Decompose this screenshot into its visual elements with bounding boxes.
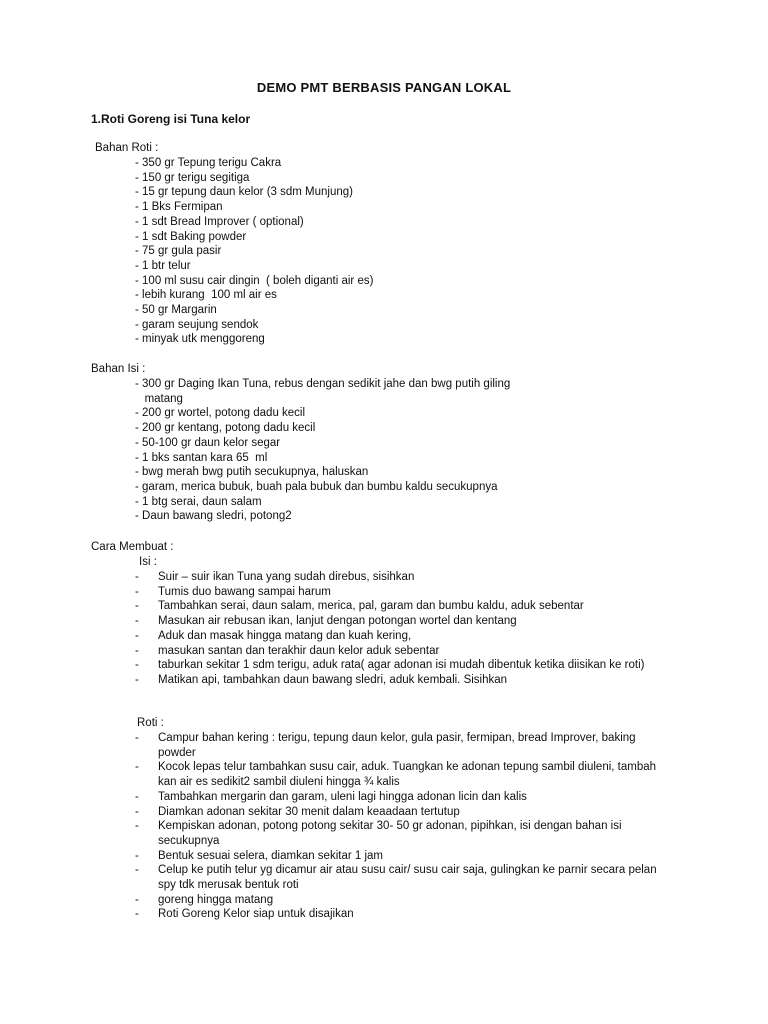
dash-bullet-icon: - — [135, 615, 139, 628]
step-text: Diamkan adonan sekitar 30 menit dalam keaadaan tertutup — [158, 805, 460, 818]
dash-bullet-icon: - — [135, 893, 139, 906]
ingredient-item: - bwg merah bwg putih secukupnya, haluskan — [135, 466, 369, 479]
bahan-roti-label: Bahan Roti : — [95, 142, 159, 154]
step-text: Aduk dan masak hingga matang dan kuah kering, — [158, 629, 412, 642]
step-text: Bentuk sesuai selera, diamkan sekitar 1 jam — [158, 849, 383, 862]
bahan-roti-list — [135, 156, 373, 347]
step-item — [135, 644, 675, 659]
dash-bullet-icon: - — [135, 673, 139, 686]
dash-bullet-icon: - — [135, 732, 139, 744]
ingredient-item: - 75 gr gula pasir — [135, 245, 222, 258]
step-item — [135, 760, 675, 789]
dash-bullet-icon: - — [135, 659, 139, 672]
document-title: DEMO PMT BERBASIS PANGAN LOKAL — [256, 80, 512, 95]
step-item — [135, 731, 675, 760]
dash-bullet-icon: - — [135, 805, 139, 818]
step-item — [135, 805, 675, 820]
step-text: masukan santan dan terakhir daun kelor aduk sebentar — [158, 644, 440, 657]
ingredient-item: - 200 gr wortel, potong dadu kecil — [135, 407, 306, 420]
ingredient-item: - minyak utk menggoreng — [135, 333, 265, 346]
step-item — [135, 629, 675, 644]
dash-bullet-icon: - — [135, 600, 139, 613]
cara-membuat-label: Cara Membuat : — [91, 541, 174, 553]
ingredient-item: - 1 bks santan kara 65 ml — [135, 451, 268, 464]
step-item — [135, 570, 675, 585]
dash-bullet-icon: - — [135, 790, 139, 803]
ingredient-item: - lebih kurang 100 ml air es — [135, 289, 277, 302]
recipe-title: 1.Roti Goreng isi Tuna kelor — [91, 112, 251, 126]
step-item — [135, 585, 675, 600]
step-item — [135, 849, 675, 864]
dash-bullet-icon: - — [135, 571, 139, 583]
ingredient-item: - 1 sdt Baking powder — [135, 230, 247, 243]
step-item — [135, 599, 675, 614]
ingredient-item: - 15 gr tepung daun kelor (3 sdm Munjung) — [135, 186, 353, 199]
roti-steps-list — [135, 731, 675, 922]
dash-bullet-icon: - — [135, 629, 139, 642]
ingredient-item: - 1 btg serai, daun salam — [135, 495, 262, 508]
isi-steps-label: Isi : — [139, 556, 157, 568]
bahan-isi-label: Bahan Isi : — [91, 363, 146, 375]
step-text: Kocok lepas telur tambahkan susu cair, aduk. Tuangkan ke adonan tepung sambil diuleni, tambah kan air es sedikit2 sambil diuleni hingga ¾ kalis — [158, 761, 657, 789]
step-item — [135, 614, 675, 629]
step-item — [135, 658, 675, 673]
ingredient-item: - Daun bawang sledri, potong2 — [135, 510, 292, 523]
step-text: taburkan sekitar 1 sdm terigu, aduk rata( agar adonan isi mudah dibentuk ketika diisikan ke roti) — [158, 659, 645, 672]
ingredient-item: - 1 btr telur — [135, 259, 191, 272]
dash-bullet-icon: - — [135, 820, 139, 833]
ingredient-item: - 300 gr Daging Ikan Tuna, rebus dengan sedikit jahe dan bwg putih giling — [135, 378, 511, 390]
dash-bullet-icon: - — [135, 908, 139, 921]
step-text: Kempiskan adonan, potong potong sekitar 30- 50 gr adonan, pipihkan, isi dengan bahan isi secukupnya — [158, 820, 622, 847]
roti-steps-label: Roti : — [137, 717, 164, 729]
step-text: Campur bahan kering : terigu, tepung daun kelor, gula pasir, fermipan, bread Improver, baking powder — [158, 732, 636, 759]
dash-bullet-icon: - — [135, 864, 139, 877]
step-item — [135, 907, 675, 922]
step-text: Tumis duo bawang sampai harum — [158, 585, 331, 598]
ingredient-item: - garam seujung sendok — [135, 318, 259, 331]
step-item — [135, 673, 675, 688]
ingredient-item: - 1 Bks Fermipan — [135, 201, 223, 214]
ingredient-item: - 350 gr Tepung terigu Cakra — [135, 157, 282, 169]
step-text: Matikan api, tambahkan daun bawang sledri, aduk kembali. Sisihkan — [158, 673, 508, 686]
step-text: Suir – suir ikan Tuna yang sudah direbus, sisihkan — [158, 571, 415, 583]
dash-bullet-icon: - — [135, 761, 139, 774]
ingredient-item: - 200 gr kentang, potong dadu kecil — [135, 422, 316, 435]
dash-bullet-icon: - — [135, 585, 139, 598]
ingredient-item: - 150 gr terigu segitiga — [135, 171, 250, 184]
step-item — [135, 863, 675, 892]
ingredient-item: - garam, merica bubuk, buah pala bubuk dan bumbu kaldu secukupnya — [135, 480, 498, 493]
ingredient-item: matang — [135, 392, 183, 405]
ingredient-item: - 50 gr Margarin — [135, 304, 217, 317]
step-text: Tambahkan mergarin dan garam, uleni lagi hingga adonan licin dan kalis — [158, 790, 527, 803]
step-item — [135, 819, 675, 848]
ingredient-item: - 50-100 gr daun kelor segar — [135, 436, 281, 449]
step-text: goreng hingga matang — [158, 893, 274, 906]
step-text: Roti Goreng Kelor siap untuk disajikan — [158, 908, 354, 921]
step-text: Celup ke putih telur yg dicamur air atau susu cair/ susu cair saja, gulingkan ke parnir secara pelan spy tdk merusak bentuk roti — [158, 864, 657, 892]
step-text: Masukan air rebusan ikan, lanjut dengan potongan wortel dan kentang — [158, 615, 517, 628]
step-item — [135, 790, 675, 805]
step-text: Tambahkan serai, daun salam, merica, pal, garam dan bumbu kaldu, aduk sebentar — [158, 600, 584, 613]
step-item — [135, 893, 675, 908]
ingredient-item: - 1 sdt Bread Improver ( optional) — [135, 215, 304, 228]
bahan-isi-list — [135, 377, 510, 524]
isi-steps-list — [135, 570, 675, 688]
dash-bullet-icon: - — [135, 644, 139, 657]
ingredient-item: - 100 ml susu cair dingin ( boleh diganti air es) — [135, 274, 374, 287]
dash-bullet-icon: - — [135, 849, 139, 862]
